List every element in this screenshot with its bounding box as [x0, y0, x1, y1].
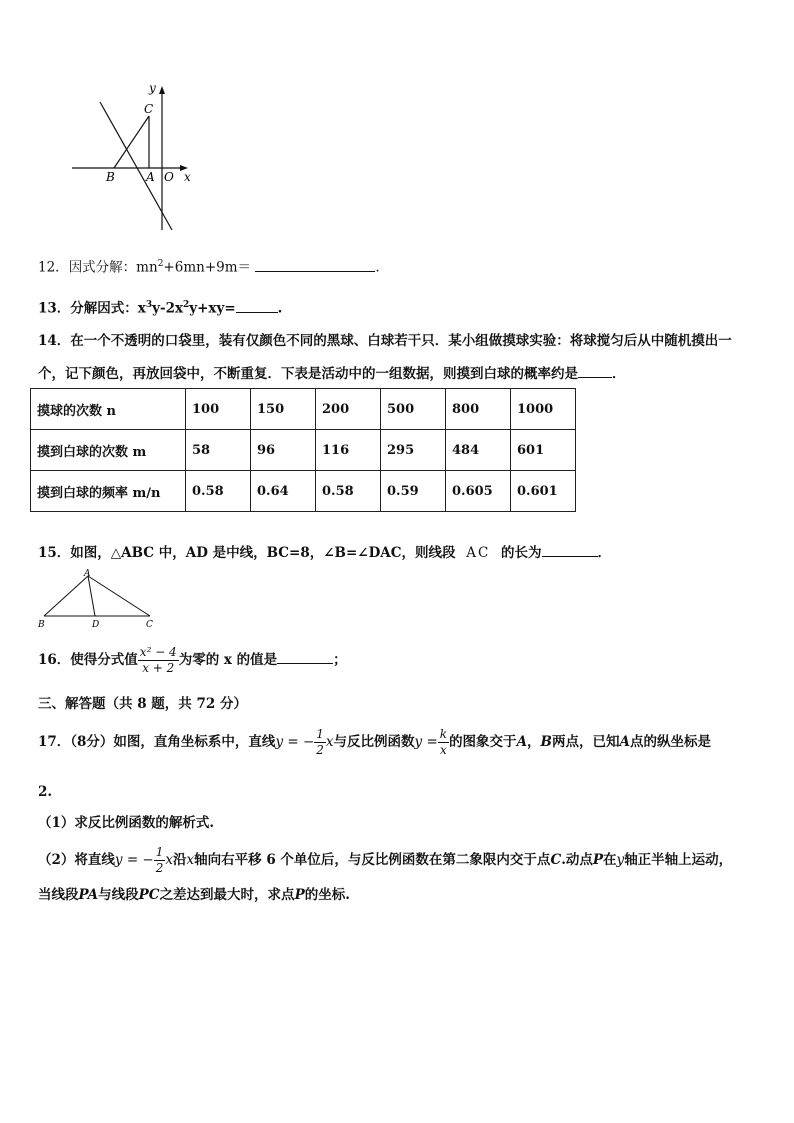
q17-sub2-text6: 轴正半轴上运动， [624, 852, 733, 868]
question-12 [38, 254, 380, 278]
label-x: x [184, 170, 191, 184]
q15-answer-blank[interactable] [542, 542, 598, 557]
q17-fraction1 [314, 727, 326, 758]
q17-x1: x [325, 734, 334, 750]
q17-f1-num: 1 [316, 727, 324, 741]
table-cell: 116 [316, 430, 381, 471]
table-cell: 0.64 [251, 471, 316, 512]
question-17-cont: 2. [38, 784, 53, 800]
q17-sub2-xaxis: x [186, 852, 195, 868]
q17-a2: A [619, 734, 630, 750]
q17-eq1: y = − [275, 734, 315, 750]
question-14-line1: 14．在一个不透明的口袋里，装有仅颜色不同的黑球、白球若干只．某小组做摸球实验：将球搅匀后从中随机摸出一 [38, 333, 732, 349]
table-cell: 0.58 [186, 471, 251, 512]
table-cell: 484 [446, 430, 511, 471]
table-row [31, 471, 576, 512]
q12-text: 因式分解：mn [68, 259, 158, 276]
q13-end: . [277, 300, 283, 317]
q12-number: 12． [38, 259, 69, 276]
q12-sup: 2 [157, 259, 164, 269]
question-17-part2-cont [38, 885, 350, 905]
question-14-line2 [38, 363, 626, 384]
q14-end: ． [612, 366, 626, 382]
table-cell: 1000 [511, 389, 576, 430]
table-cell: 0.59 [381, 471, 446, 512]
q13-text: 分解因式：x [70, 300, 146, 317]
q17-sub3-text2: 与线段 [98, 887, 139, 903]
q14-answer-blank[interactable] [578, 363, 612, 378]
table-cell: 0.58 [316, 471, 381, 512]
q17-sub2-text2: 沿 [173, 852, 187, 868]
q13-answer-blank[interactable] [236, 298, 278, 313]
tri-label-a: A [84, 569, 91, 579]
q12-answer-blank[interactable] [255, 257, 375, 272]
q17-sub2-text3: 轴向右平移 6 个单位后，与反比例函数在第二象限内交于点 [194, 852, 551, 868]
q16-fraction [138, 645, 179, 676]
q17-eq2: y = [414, 734, 438, 750]
q16-text: 16．使得分式值 [38, 652, 138, 668]
question-15 [38, 542, 611, 563]
question-17-part2 [38, 842, 732, 878]
table-cell: 96 [251, 430, 316, 471]
table-cell: 200 [316, 389, 381, 430]
q17-sub2-p: P [592, 852, 604, 868]
question-17 [38, 724, 711, 760]
median-ad [88, 576, 95, 616]
q17-a: A [516, 734, 528, 750]
q17-sub2-text4: .动点 [561, 852, 593, 868]
q16-denominator: x + 2 [142, 661, 175, 675]
coordinate-figure [70, 80, 210, 235]
tri-label-d: D [92, 620, 100, 630]
q17-sub2-eq: y = − [114, 852, 154, 868]
q13-text3: y+xy= [189, 300, 236, 317]
q15-text: 15．如图，△ABC 中，AD 是中线，BC=8，∠B=∠DAC，则线段 [38, 545, 456, 561]
q17-pc: PC [138, 887, 160, 903]
table-cell: 摸球的次数 n [31, 389, 186, 430]
q17-sub2-f-num: 1 [155, 845, 164, 859]
line-bc [100, 102, 172, 230]
q17-sub2-y: y [616, 852, 625, 868]
q17-sub2-text5: 在 [603, 852, 617, 868]
question-17-part1: （1）求反比例函数的解析式. [38, 815, 215, 831]
label-o: O [164, 170, 174, 184]
side-ac [88, 576, 150, 616]
side-ab [44, 576, 88, 616]
table-cell: 601 [511, 430, 576, 471]
segment-cb [114, 116, 149, 168]
q17-pa: PA [78, 887, 99, 903]
q17-f2-den: x [440, 743, 447, 757]
question-13 [38, 295, 282, 319]
q13-number: 13． [38, 300, 71, 317]
q17-fraction2 [438, 727, 449, 758]
table-cell: 295 [381, 430, 446, 471]
table-row [31, 430, 576, 471]
table-cell: 摸到白球的频率 m/n [31, 471, 186, 512]
label-b: B [106, 170, 115, 184]
q16-end: ； [333, 652, 347, 668]
q16-numerator: x² − 4 [139, 645, 177, 659]
table-cell: 150 [251, 389, 316, 430]
q13-text2: y-2x [152, 300, 184, 317]
table-cell: 0.605 [446, 471, 511, 512]
q13-sup2: 2 [183, 300, 190, 310]
q15-segment: AC [466, 545, 491, 561]
q17-text1: 17．（8分）如图，直角坐标系中，直线 [38, 734, 276, 750]
q16-text2: 为零的 x 的值是 [178, 652, 278, 668]
q13-sup1: 3 [145, 300, 153, 310]
table-row [31, 389, 576, 430]
tri-label-b: B [38, 620, 45, 630]
q17-text6: 点的纵坐标是 [629, 734, 711, 750]
q17-sub2-c: C [550, 852, 562, 868]
q12-end: . [375, 259, 380, 276]
q17-sub3-text4: 的坐标. [304, 887, 350, 903]
q14-text: 个，记下颜色，再放回袋中，不断重复．下表是活动中的一组数据，则摸到白球的概率约是 [38, 366, 578, 382]
q16-answer-blank[interactable] [277, 649, 333, 664]
q17-text4: ， [527, 734, 541, 750]
table-cell: 58 [186, 430, 251, 471]
table-cell: 500 [381, 389, 446, 430]
q15-text2: 的长为 [501, 545, 542, 561]
y-axis-arrow [159, 86, 165, 94]
table-cell: 100 [186, 389, 251, 430]
q17-sub2-x: x [165, 852, 174, 868]
q17-text5: 两点，已知 [551, 734, 620, 750]
q17-b: B [540, 734, 552, 750]
triangle-figure [36, 568, 162, 630]
label-a: A [146, 170, 155, 184]
frequency-table [30, 388, 576, 512]
q17-sub3-text1: 当线段 [38, 887, 79, 903]
table-cell: 800 [446, 389, 511, 430]
q17-f1-den: 2 [316, 743, 324, 757]
q17-text2: 与反比例函数 [333, 734, 415, 750]
q17-sub2-text1: （2）将直线 [38, 852, 115, 868]
q12-text2: +6mn+9m＝ [163, 259, 252, 276]
tri-label-c: C [146, 620, 153, 630]
q17-sub3-text3: 之差达到最大时，求点 [159, 887, 295, 903]
q15-end: ． [597, 545, 612, 561]
table-cell: 摸到白球的次数 m [31, 430, 186, 471]
section-3-title: 三、解答题（共 8 题，共 72 分） [38, 696, 247, 712]
label-c: C [144, 102, 154, 116]
q17-p2: P [294, 887, 305, 903]
q17-sub2-f-den: 2 [155, 861, 164, 875]
q17-sub2-fraction [154, 845, 166, 876]
question-16 [38, 642, 347, 678]
label-y: y [149, 81, 156, 95]
table-cell: 0.601 [511, 471, 576, 512]
q17-f2-num: k [439, 727, 448, 741]
q17-text3: 的图象交于 [449, 734, 517, 750]
